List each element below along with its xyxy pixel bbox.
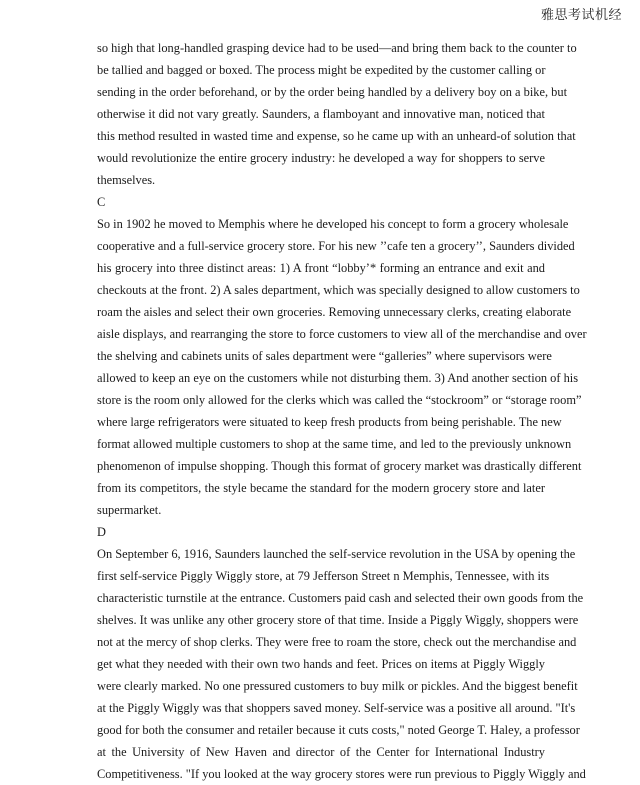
text-line: allowed to keep an eye on the customers while not disturbing them. 3) And another section of his: [97, 371, 579, 385]
paragraph-c: [97, 213, 587, 521]
text-line: cooperative and a full-service grocery store. For his new ’’cafe ten a grocery’’, Saunders divided: [97, 239, 575, 253]
text-line: this method resulted in wasted time and expense, so he came up with an unheard-of solution that: [97, 129, 576, 143]
text-line: themselves.: [97, 173, 156, 187]
text-line: store is the room only allowed for the clerks which was called the “stockroom” or “storage room”: [97, 393, 582, 407]
text-line: at the Piggly Wiggly was that shoppers saved money. Self-service was a positive all around. "It's: [97, 701, 576, 715]
text-line: where large refrigerators were situated to keep fresh products from being perishable. The new: [97, 415, 562, 429]
text-line: so high that long-handled grasping device had to be used—and bring them back to the counter to: [97, 41, 577, 55]
text-line: at the University of New Haven and director of the Center for International Industry: [97, 745, 545, 759]
text-line: get what they needed with their own two hands and feet. Prices on items at Piggly Wiggly: [97, 657, 545, 671]
paragraph-b-continued: [97, 37, 577, 191]
text-line: checkouts at the front. 2) A sales department, which was specially designed to allow customers to: [97, 283, 580, 297]
section-label-d: D: [97, 525, 106, 539]
text-line: the shelving and cabinets units of sales department were “galleries” where supervisors were: [97, 349, 552, 363]
text-line: his grocery into three distinct areas: 1) A front “lobby’* forming an entrance and exit and: [97, 261, 545, 275]
text-line: roam the aisles and select their own groceries. Removing unnecessary clerks, creating elaborate: [97, 305, 572, 319]
text-line: good for both the consumer and retailer because it cuts costs," noted George T. Haley, a professor: [97, 723, 580, 737]
section-label-c: C: [97, 195, 106, 209]
text-line: characteristic turnstile at the entrance. Customers paid cash and selected their own goods from the: [97, 591, 584, 605]
text-line: first self-service Piggly Wiggly store, at 79 Jefferson Street n Memphis, Tennessee, with its: [97, 569, 550, 583]
text-line: supermarket.: [97, 503, 162, 517]
document-body: [97, 37, 587, 785]
page-header-title: 雅思考试机经: [540, 8, 622, 23]
paragraph-d: [97, 543, 586, 785]
text-line: not at the mercy of shop clerks. They were free to roam the store, check out the merchandise and: [97, 635, 577, 649]
text-line: otherwise it did not vary greatly. Saunders, a flamboyant and innovative man, noticed that: [97, 107, 545, 121]
text-line: aisle displays, and rearranging the store to force customers to view all of the merchandise and over: [97, 327, 587, 341]
text-line: Competitiveness. "If you looked at the way grocery stores were run previous to Piggly Wiggly and: [97, 767, 586, 781]
text-line: phenomenon of impulse shopping. Though this format of grocery market was drastically different: [97, 459, 582, 473]
text-line: On September 6, 1916, Saunders launched the self-service revolution in the USA by opening the: [97, 547, 576, 561]
text-line: be tallied and bagged or boxed. The process might be expedited by the customer calling or: [97, 63, 546, 77]
text-line: So in 1902 he moved to Memphis where he developed his concept to form a grocery wholesale: [97, 217, 569, 231]
text-line: were clearly marked. No one pressured customers to buy milk or pickles. And the biggest benefit: [97, 679, 578, 693]
text-line: would revolutionize the entire grocery industry: he developed a way for shoppers to serve: [97, 151, 545, 165]
text-line: from its competitors, the style became the standard for the modern grocery store and later: [97, 481, 545, 495]
text-line: format allowed multiple customers to shop at the same time, and led to the previously unknown: [97, 437, 572, 451]
text-line: sending in the order beforehand, or by the order being handled by a delivery boy on a bike, but: [97, 85, 568, 99]
text-line: shelves. It was unlike any other grocery store of that time. Inside a Piggly Wiggly, shoppers were: [97, 613, 579, 627]
